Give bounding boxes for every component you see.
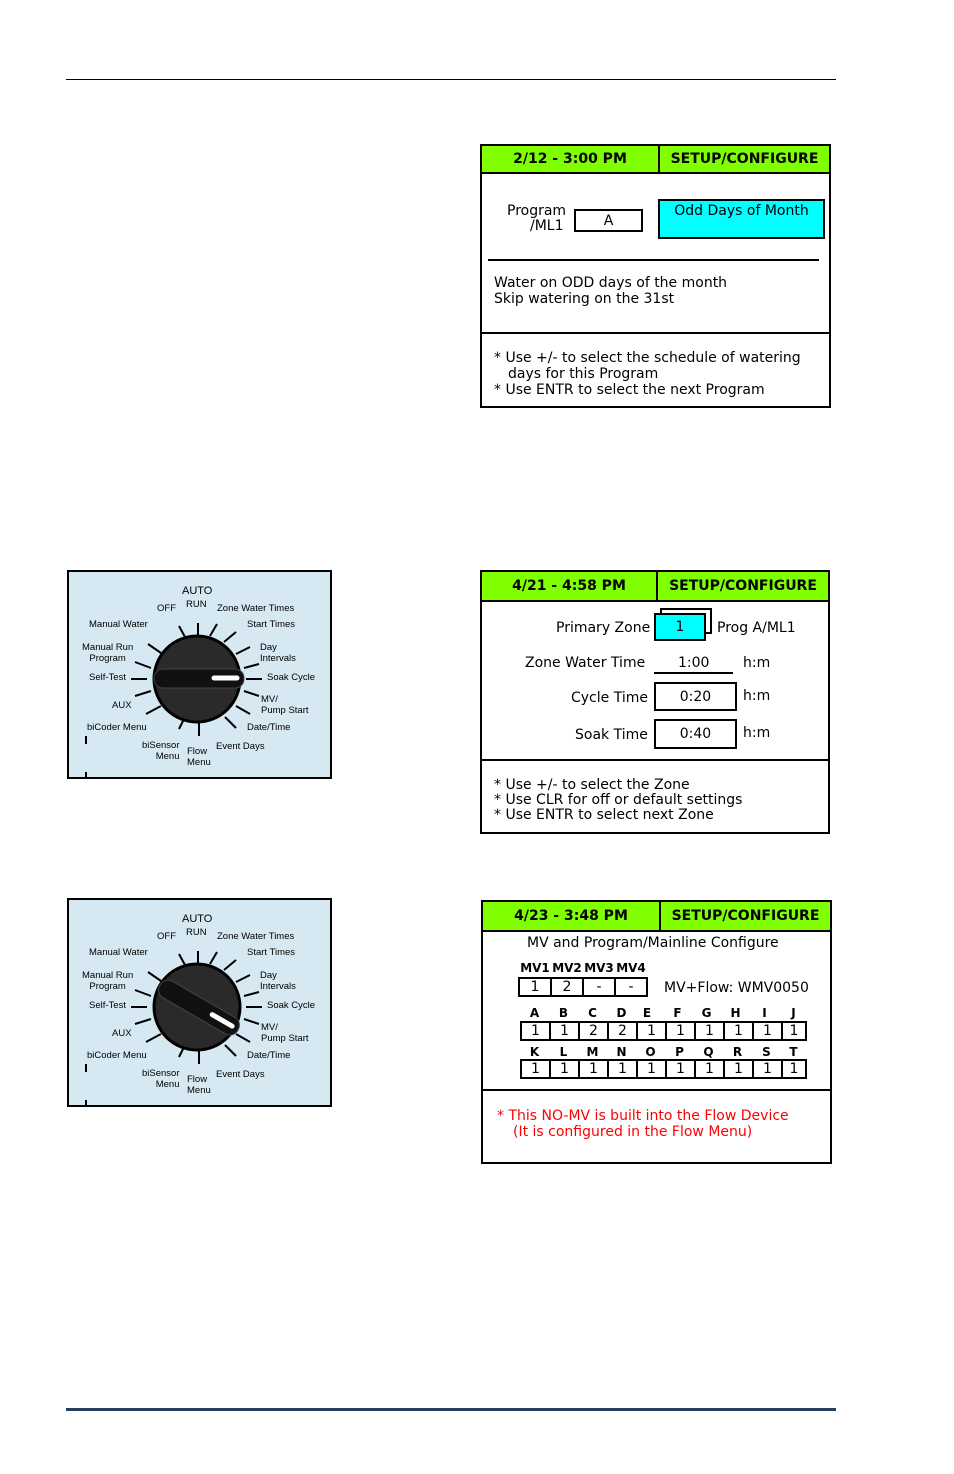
- dial-label-event-days: Event Days: [216, 1069, 265, 1080]
- dial-label-manual-run: Manual Run Program: [82, 970, 134, 992]
- header-datetime: 4/23 - 3:48 PM: [483, 902, 661, 930]
- dial-label-bisensor: biSensor Menu: [142, 740, 180, 762]
- program-letter-label: L: [559, 1045, 568, 1059]
- mv-label: MV4: [616, 961, 646, 975]
- lcd-header: [482, 572, 828, 602]
- program-mainline-cell[interactable]: 1: [694, 1059, 725, 1079]
- description-line: Skip watering on the 31st: [494, 291, 675, 307]
- dial-label-zone-water: Zone Water Times: [217, 603, 295, 614]
- dial-label-aux: AUX: [112, 1028, 132, 1039]
- dial-label-flow: Flow Menu: [187, 746, 211, 768]
- prog-label: Prog A/ML1: [717, 620, 796, 636]
- dial-label-zone-water: Zone Water Times: [217, 931, 295, 942]
- dial-panel-soak-cycle: [67, 570, 332, 779]
- program-letter-label: C: [588, 1006, 597, 1020]
- zone-water-value[interactable]: 1:00: [678, 655, 710, 671]
- dial-label-off: OFF: [157, 603, 176, 614]
- program-letter-label: R: [732, 1045, 743, 1059]
- header-datetime: 2/12 - 3:00 PM: [482, 146, 660, 172]
- mv-flow-label: MV+Flow: WMV0050: [664, 980, 809, 996]
- mv-cell[interactable]: -: [582, 977, 616, 997]
- dial-label-auto: AUTO: [182, 585, 213, 597]
- program-letter-label: N: [616, 1045, 627, 1059]
- program-mainline-cell[interactable]: 2: [607, 1021, 638, 1041]
- dial-label-mv-pump: MV/ Pump Start: [261, 1022, 309, 1044]
- cycle-time-field[interactable]: 0:20: [654, 682, 737, 711]
- help-line: * Use +/- to select the schedule of watering: [494, 350, 801, 366]
- soak-time-label: Soak Time: [575, 727, 648, 743]
- program-letter-label: P: [675, 1045, 684, 1059]
- program-mainline-cell[interactable]: 1: [694, 1021, 725, 1041]
- unit-label: h:m: [743, 688, 771, 704]
- dial-label-self-test: Self-Test: [89, 1000, 126, 1011]
- dial-label-off: OFF: [157, 931, 176, 942]
- schedule-field[interactable]: Odd Days of Month: [658, 199, 825, 239]
- divider: [482, 332, 829, 334]
- mv-label: MV2: [552, 961, 582, 975]
- program-field[interactable]: A: [574, 209, 643, 232]
- header-mode: SETUP/CONFIGURE: [671, 908, 820, 924]
- zone-water-label: Zone Water Time: [525, 655, 646, 671]
- lcd-screen-soak-cycle: [480, 570, 830, 834]
- lcd-screen-schedule: [480, 144, 831, 408]
- dial-label-start-times: Start Times: [247, 947, 296, 958]
- program-letter-label: M: [586, 1045, 599, 1059]
- header-mode: SETUP/CONFIGURE: [670, 151, 819, 167]
- help-line: days for this Program: [508, 366, 659, 382]
- primary-zone-label: Primary Zone: [556, 620, 651, 636]
- mv-cell[interactable]: 1: [518, 977, 552, 997]
- program-mainline-cell[interactable]: 1: [636, 1021, 667, 1041]
- program-label-ml: /ML1: [530, 218, 564, 234]
- program-letter-label: S: [762, 1045, 771, 1059]
- dial-label-run: RUN: [186, 599, 207, 610]
- dial-label-soak-cycle: Soak Cycle: [267, 1000, 316, 1011]
- zone-water-underline: [654, 672, 733, 674]
- header-datetime: 4/21 - 4:58 PM: [482, 572, 658, 600]
- dial-label-bicoder: biCoder Menu: [87, 1050, 147, 1061]
- program-mainline-cell[interactable]: 1: [723, 1021, 754, 1041]
- divider: [483, 1089, 830, 1091]
- dial-label-day-intervals: Day Intervals: [260, 642, 296, 664]
- program-mainline-cell[interactable]: 1: [752, 1059, 783, 1079]
- help-line: * Use ENTR to select next Zone: [494, 807, 714, 823]
- dial-label-soak-cycle: Soak Cycle: [267, 672, 316, 683]
- screen-title: MV and Program/Mainline Configure: [527, 935, 779, 951]
- program-mainline-cell[interactable]: 1: [578, 1059, 609, 1079]
- dial-label-auto: AUTO: [182, 913, 213, 925]
- divider: [482, 759, 828, 761]
- help-line: * Use ENTR to select the next Program: [494, 382, 765, 398]
- header-rule: [66, 79, 836, 80]
- program-mainline-cell[interactable]: 2: [578, 1021, 609, 1041]
- header-mode: SETUP/CONFIGURE: [669, 578, 817, 594]
- dial-label-day-intervals: Day Intervals: [260, 970, 296, 992]
- cycle-time-label: Cycle Time: [571, 690, 648, 706]
- program-mainline-cell[interactable]: 1: [665, 1059, 696, 1079]
- mv-label: MV1: [520, 961, 550, 975]
- program-letter-label: O: [645, 1045, 656, 1059]
- unit-label: h:m: [743, 725, 771, 741]
- program-mainline-cell[interactable]: 1: [549, 1059, 580, 1079]
- program-letter-label: D: [616, 1006, 627, 1020]
- dial-label-self-test: Self-Test: [89, 672, 126, 683]
- dial-label-aux: AUX: [112, 700, 132, 711]
- dial-panel-mv-pump: [67, 898, 332, 1107]
- program-mainline-cell[interactable]: 1: [665, 1021, 696, 1041]
- primary-zone-field[interactable]: 1: [654, 613, 706, 641]
- dial-label-date-time: Date/Time: [247, 1050, 291, 1061]
- help-line: * Use CLR for off or default settings: [494, 792, 743, 808]
- program-letter-label: G: [701, 1006, 712, 1020]
- dial-label-bicoder: biCoder Menu: [87, 722, 147, 733]
- program-letter-label: F: [673, 1006, 682, 1020]
- description-line: Water on ODD days of the month: [494, 275, 728, 291]
- soak-time-field[interactable]: 0:40: [654, 719, 737, 749]
- program-letter-label: K: [529, 1045, 540, 1059]
- program-letter-label: T: [789, 1045, 798, 1059]
- unit-label: h:m: [743, 655, 771, 671]
- program-mainline-cell[interactable]: 1: [723, 1059, 754, 1079]
- dial-label-bisensor: biSensor Menu: [142, 1068, 180, 1090]
- program-letter-label: B: [558, 1006, 569, 1020]
- lcd-screen-mv-config: [481, 900, 832, 1164]
- program-mainline-cell[interactable]: 1: [607, 1059, 638, 1079]
- dial-label-manual-water: Manual Water: [89, 947, 148, 958]
- program-letter-label: J: [791, 1006, 796, 1020]
- program-letter-label: H: [730, 1006, 741, 1020]
- dial-label-mv-pump: MV/ Pump Start: [261, 694, 309, 716]
- footer-rule: [66, 1408, 836, 1411]
- dial-label-start-times: Start Times: [247, 619, 296, 630]
- dial-label-event-days: Event Days: [216, 741, 265, 752]
- dial-label-flow: Flow Menu: [187, 1074, 211, 1096]
- program-mainline-cell[interactable]: 1: [636, 1059, 667, 1079]
- program-mainline-cell[interactable]: 1: [752, 1021, 783, 1041]
- mv-label: MV3: [584, 961, 614, 975]
- lcd-header: [482, 146, 829, 174]
- program-letter-label: A: [529, 1006, 540, 1020]
- dial-label-date-time: Date/Time: [247, 722, 291, 733]
- lcd-header: [483, 902, 830, 932]
- dial-label-manual-water: Manual Water: [89, 619, 148, 630]
- mv-cell[interactable]: -: [614, 977, 648, 997]
- dial-label-manual-run: Manual Run Program: [82, 642, 134, 664]
- program-letter-label: Q: [703, 1045, 714, 1059]
- program-mainline-cell[interactable]: 1: [520, 1059, 551, 1079]
- program-letter-label: E: [642, 1006, 652, 1020]
- mv-cell[interactable]: 2: [550, 977, 584, 997]
- program-mainline-cell[interactable]: 1: [781, 1059, 807, 1079]
- program-letter-label: I: [762, 1006, 767, 1020]
- help-line: * Use +/- to select the Zone: [494, 777, 690, 793]
- divider: [488, 259, 819, 261]
- note-line: * This NO-MV is built into the Flow Device: [497, 1108, 789, 1124]
- note-line: (It is configured in the Flow Menu): [513, 1124, 753, 1140]
- dial-label-run: RUN: [186, 927, 207, 938]
- program-mainline-cell[interactable]: 1: [549, 1021, 580, 1041]
- program-label: Program: [507, 203, 567, 219]
- program-mainline-cell[interactable]: 1: [520, 1021, 551, 1041]
- program-mainline-cell[interactable]: 1: [781, 1021, 807, 1041]
